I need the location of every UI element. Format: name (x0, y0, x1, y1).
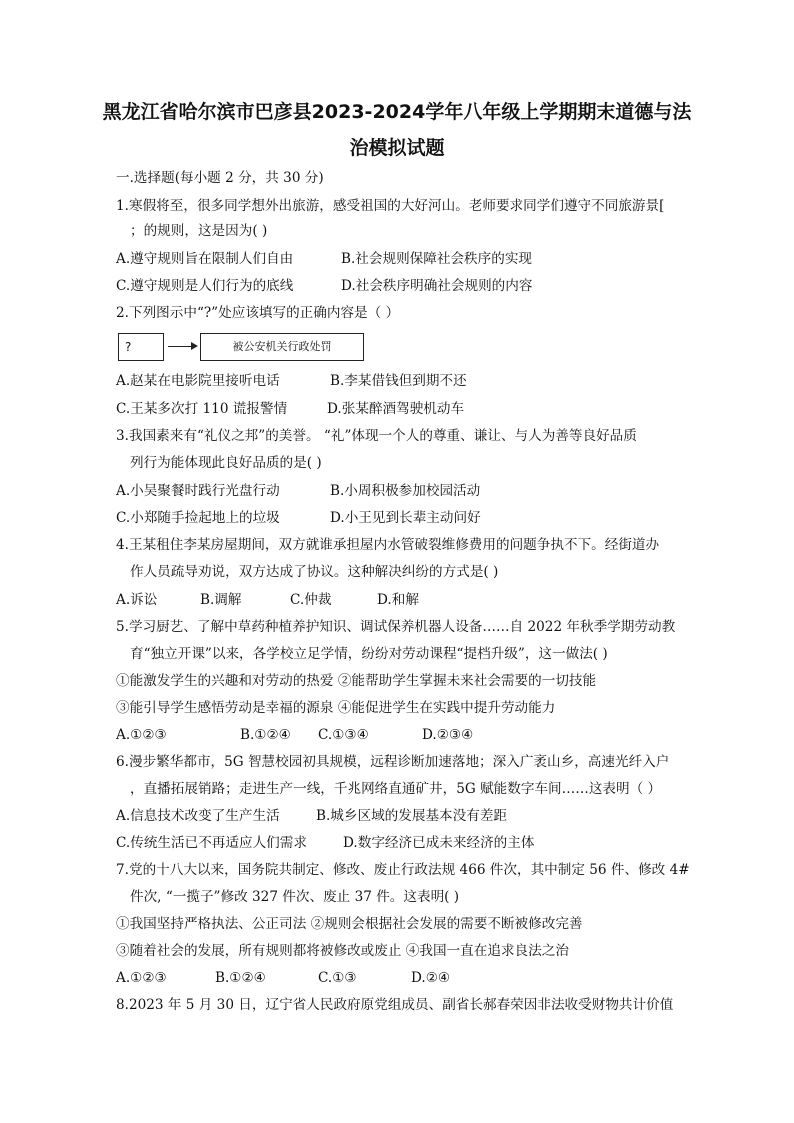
q1-option-b: B.社会规则保障社会秩序的实现 (341, 251, 533, 267)
q4-option-c: C.仲裁 (290, 592, 332, 608)
q6-stem-line-1: 6.漫步繁华都市，5G 智慧校园初具规模，远程诊断加速落地；深入广袤山乡，高速光纤入户 (116, 754, 670, 770)
diagram-question-box: ? (118, 333, 164, 361)
q7-stem-line-2: 件次, “一揽子”修改 327 件次、废止 37 件。这表明( ) (130, 889, 460, 905)
q5-statement-1: ①能激发学生的兴趣和对劳动的热爱 ②能帮助学生掌握未来社会需要的一切技能 (116, 673, 597, 689)
q6-stem-line-2: ，直播拓展销路；走进生产一线，千兆网络直通矿井，5G 赋能数字车间……这表明（ ） (130, 781, 662, 797)
q2-stem: 2.下列图示中“?”处应该填写的正确内容是（ ） (116, 305, 400, 321)
q1-option-a: A.遵守规则旨在限制人们自由 (116, 251, 294, 267)
q7-statement-2: ③随着社会的发展，所有规则都将被修改或废止 ④我国一直在追求良法之治 (116, 943, 569, 959)
document-title-line-2: 治模拟试题 (349, 137, 445, 159)
q6-option-a: A.信息技术改变了生产生活 (116, 808, 280, 824)
q1-option-c: C.遵守规则是人们行为的底线 (116, 278, 294, 294)
diagram-result-box: 被公安机关行政处罚 (200, 333, 364, 361)
q4-stem-line-1: 4.王某租住李某房屋期间，双方就谁承担屋内水管破裂维修费用的问题争执不下。经街道办 (116, 537, 660, 553)
q8-stem-line-1: 8.2023 年 5 月 30 日，辽宁省人民政府原党组成员、副省长郝春荣因非法收受财物共计价值 (116, 997, 674, 1013)
q1-stem-line-2: ；的规则，这是因为( ) (130, 223, 268, 239)
section-heading: 一.选择题(每小题 2 分，共 30 分) (116, 170, 324, 186)
document-title-line-1: 黑龙江省哈尔滨市巴彦县2023-2024学年八年级上学期期末道德与法 (102, 101, 692, 123)
q3-option-d: D.小王见到长辈主动问好 (330, 510, 481, 526)
q1-option-d: D.社会秩序明确社会规则的内容 (341, 278, 533, 294)
q7-option-a: A.①②③ (116, 970, 167, 986)
q7-option-c: C.①③ (318, 970, 357, 986)
q4-option-b: B.调解 (200, 592, 242, 608)
q1-stem-line-1: 1.寒假将至，很多同学想外出旅游，感受祖国的大好河山。老师要求同学们遵守不同旅游景[ (116, 198, 665, 214)
q3-stem-line-2: 列行为能体现此良好品质的是( ) (130, 455, 322, 471)
q6-option-b: B.城乡区域的发展基本没有差距 (316, 808, 508, 824)
q3-option-a: A.小吴聚餐时践行光盘行动 (116, 483, 280, 499)
q5-option-a: A.①②③ (116, 727, 167, 743)
q2-flow-diagram (118, 333, 368, 365)
q6-option-c: C.传统生活已不再适应人们需求 (116, 835, 307, 851)
q3-option-c: C.小郑随手捡起地上的垃圾 (116, 510, 280, 526)
q7-option-b: B.①②④ (215, 970, 266, 986)
q4-stem-line-2: 作人员疏导劝说，双方达成了协议。这种解决纠纷的方式是( ) (130, 564, 499, 580)
q2-option-c: C.王某多次打 110 谎报警情 (116, 401, 288, 417)
q3-option-b: B.小周积极参加校园活动 (330, 483, 481, 499)
q7-stem-line-1: 7.党的十八大以来，国务院共制定、修改、废止行政法规 466 件次，其中制定 56 件、修改 4# (116, 862, 690, 878)
q5-stem-line-2: 育“独立开课”以来，各学校立足学情，纷纷对劳动课程“提档升级”，这一做法( ) (130, 646, 608, 662)
diagram-arrow-icon (168, 346, 196, 347)
q6-option-d: D.数字经济已成未来经济的主体 (343, 835, 535, 851)
q5-option-c: C.①③④ (318, 727, 369, 743)
q3-stem-line-1: 3.我国素来有“礼仪之邦”的美誉。 “礼”体现一个人的尊重、谦让、与人为善等良好品质 (116, 428, 637, 444)
q5-statement-2: ③能引导学生感悟劳动是幸福的源泉 ④能促进学生在实践中提升劳动能力 (116, 700, 556, 716)
q2-option-d: D.张某醉酒驾驶机动车 (327, 401, 465, 417)
q2-option-a: A.赵某在电影院里接听电话 (116, 373, 280, 389)
q4-option-a: A.诉讼 (116, 592, 158, 608)
q7-option-d: D.②④ (411, 970, 451, 986)
q7-statement-1: ①我国坚持严格执法、公正司法 ②规则会根据社会发展的需要不断被修改完善 (116, 916, 583, 932)
q5-option-d: D.②③④ (422, 727, 474, 743)
q5-option-b: B.①②④ (240, 727, 291, 743)
q5-stem-line-1: 5.学习厨艺、了解中草药种植养护知识、调试保养机器人设备……自 2022 年秋季学期劳动教 (116, 619, 676, 635)
q2-option-b: B.李某借钱但到期不还 (330, 373, 467, 389)
q4-option-d: D.和解 (377, 592, 419, 608)
